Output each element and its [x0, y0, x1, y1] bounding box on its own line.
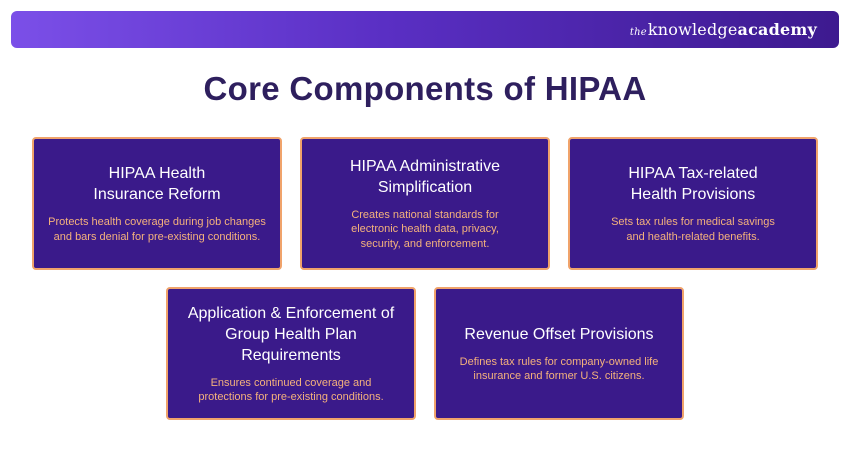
card-revenue-offset-provisions	[434, 287, 684, 420]
brand-academy: academy	[737, 20, 817, 39]
card-description: Protects health coverage during job changes and bars denial for pre-existing conditions.	[48, 216, 266, 243]
card-title: Application & Enforcement of Group Health Plan Requirements	[187, 304, 395, 364]
card-group-health-plan-requirements	[166, 287, 416, 420]
card-title: HIPAA Health Insurance Reform	[93, 165, 221, 203]
card-title: Revenue Offset Provisions	[464, 325, 654, 343]
card-description: Defines tax rules for company-owned life insurance and former U.S. citizens.	[459, 355, 659, 382]
card-tax-related-health-provisions	[568, 137, 818, 270]
brand-logo	[630, 20, 817, 39]
brand-the: the	[629, 27, 647, 38]
card-title: HIPAA Tax-related Health Provisions	[628, 165, 758, 203]
header-bar	[11, 11, 839, 48]
card-description: Sets tax rules for medical savings and health-related benefits.	[611, 216, 775, 243]
card-description: Ensures continued coverage and protections for pre-existing conditions.	[198, 376, 384, 403]
card-title: HIPAA Administrative Simplification	[350, 157, 500, 196]
page-title: Core Components of HIPAA	[203, 70, 647, 107]
brand-knowledge: knowledge	[647, 20, 738, 39]
card-administrative-simplification	[300, 137, 550, 270]
card-description: Creates national standards for electronic health data, privacy, security, and enforcement.	[351, 208, 499, 250]
card-health-insurance-reform	[32, 137, 282, 270]
